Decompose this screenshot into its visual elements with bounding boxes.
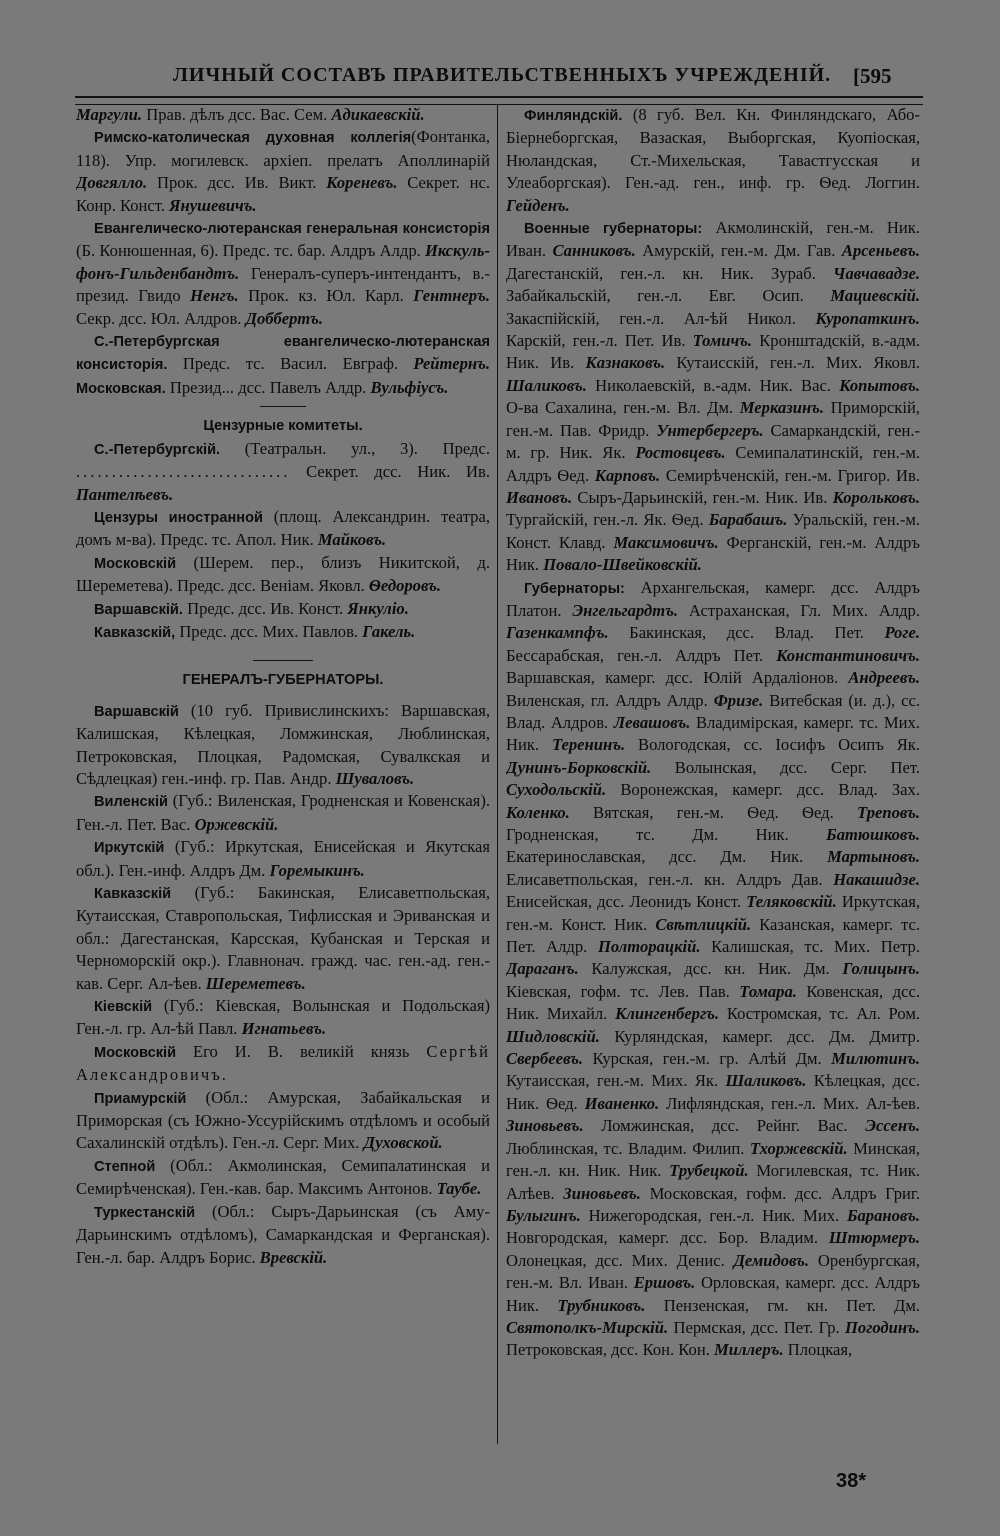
entry-moscow-gg: Московскій Его И. В. великій князь Сергѣй Александровичъ. [76,1041,490,1085]
entry-spb-censorship: С.-Петербургскій. (Театральн. ул., 3). Предс. .............................. Секрет. дсс. Ник. Ив. Пантелѣевъ. [76,438,490,504]
right-column [506,104,920,1449]
entry-military-governors: Военные губернаторы: Акмолинскій, ген.-м. Ник. Иван. Санниковъ. Амурскій, ген.-м. Дм. Гав. Арсеньевъ. Дагестанскій, ген.-л. кн. Ник. Зураб. Чавчавадзе. Забайкальскій, ген.-л. Евг. Осип. Мациевскій. Закаспійскій, ген.-л. Ал-ѣй Никол. Куропаткинъ. Карскій, ген.-л. Пет. Ив. Томичъ. Кронштадскій, в.-адм. Ник. Ив. Казнаковъ. Кутаисскій, ген.-л. Мих. Яковл. Шаликовъ. Николаевскій, в.-адм. Ник. Вас. Копытовъ. О-ва Сахалина, ген.-м. Вл. Дм. Мерказинъ. Приморскій, ген.-м. Пав. Фридр. Унтербергеръ. Самаркандскій, ген.-м. гр. Ник. Як. Ростовцевъ. Семипалатинскій, ген.-м. Алдръ Ѳед. Карповъ. Семирѣченскій, ген.-м. Григор. Ив. Ивановъ. Сыръ-Дарьинскій, ген.-м. Ник. Ив. Корольковъ. Тургайскій, ген.-л. Як. Ѳед. Барабашъ. Уральскій, ген.-м. Конст. Клавд. Максимовичъ. Ферганскій, ген.-м. Алдръ Ник. Повало-Швейковскій. [506,218,920,575]
entry-vilna-gg: Виленскій (Губ.: Виленская, Гродненская и Ковенская). Ген.-л. Пет. Вас. Оржевскій. [76,791,490,834]
entry-finland-gg: Финляндскій. (8 губ. Вел. Кн. Финляндскаго, Або-Біернеборгская, Вазаская, Выборгская, Куопіоская, Нюландская, Ст.-Михельская, Тавастгусская и Улеаборгская). Ген.-ад. ген., инф. гр. Ѳед. Логгин. Гейденъ. [506,105,920,215]
column-divider [497,104,498,1444]
entry-spb-lutheran-consistory: С.-Петербургская евангелическо-лютеранская консисторія. Предс. тс. Васил. Евграф. Рейтернъ. Московская. Презид... дсс. Павелъ Алдр. Вульфіусъ. [76,334,490,397]
entry-warsaw-gg: Варшавскій (10 губ. Привислинскихъ: Варшавская, Калишская, Кѣлецкая, Ломжинская, Люблинская, Петроковская, Плоцкая, Радомская, Сувалкская и Сѣдлецкая) ген.-инф. гр. Пав. Андр. Шуваловъ. [76,700,490,788]
section-heading-censorship: Цензурные комитеты. [203,418,363,435]
left-column [76,104,490,1449]
entry-irkutsk-gg: Иркутскій (Губ.: Иркутская, Енисейская и Якутская обл.). Ген.-инф. Алдръ Дм. Горемыкинъ. [76,837,490,880]
entry-governors: Губернаторы: Архангельская, камерг. дсс. Алдръ Платон. Энгельгардтъ. Астраханская, Гл. Мих. Алдр. Газенкампфъ. Бакинская, дсс. Влад. Пет. Роге. Бессарабская, ген.-л. Алдръ Пет. Константиновичъ. Варшавская, камерг. дсс. Юлій Ардаліонов. Андреевъ. Виленская, гл. Алдръ Алдр. Фризе. Витебская (и. д.), сс. Влад. Алдров. Левашовъ. Владимірская, камерг. тс. Мих. Ник. Теренинъ. Вологодская, сс. Іосифъ Осипъ Як. Дунинъ-Борковскій. Волынская, дсс. Серг. Пет. Суходольскій. Воронежская, камерг. дсс. Влад. Зах. Коленко. Вятская, ген.-м. Ѳед. Ѳед. Треповъ. Гродненская, тс. Дм. Ник. Батюшковъ. Екатеринославская, дсс. Дм. Ник. Мартыновъ. Елисаветпольская, ген.-л. кн. Алдръ Дав. Накашидзе. Енисейская, дсс. Леонидъ Конст. Теляковскій. Иркутская, ген.-м. Конст. Ник. Свѣтлицкій. Казанская, камерг. тс. Пет. Алдр. Полторацкій. Калишская, тс. Мих. Петр. Дараганъ. Калужская, дсс. кн. Ник. Дм. Голицынъ. Кіевская, гофм. тс. Лев. Пав. Томара. Ковенская, дсс. Ник. Михайл. Клингенбергъ. Костромская, тс. Ал. Ром. Шидловскій. Курляндская, камерг. дсс. Дм. Дмитр. Свербеевъ. Курская, ген.-м. гр. Алѣй Дм. Милютинъ. Кутаисская, ген.-м. Мих. Як. Шаликовъ. Кѣлецкая, дсс. Ник. Ѳед. Иваненко. Лифляндская, ген.-л. Мих. Ал-ѣев. Зиновьевъ. Ломжинская, дсс. Рейнг. Вас. Эссенъ. Люблинская, тс. Владим. Филип. Тхоржевскій. Минская, ген.-л. кн. Ник. Ник. Трубецкой. Могилевская, тс. Ник. Алѣев. Зиновьевъ. Московская, гофм. дсс. Алдръ Григ. Булыгинъ. Нижегородская, ген.-л. Ник. Мих. Барановъ. Новгородская, камерг. дсс. Бор. Владим. Штюрмеръ. Олонецкая, дсс. Мих. Денис. Демидовъ. Оренбургская, ген.-м. Вл. Иван. Ершовъ. Орловская, камерг. дсс. Алдръ Ник. Трубниковъ. Пензенская, гм. кн. Пет. Дм. Святополкъ-Мирскій. Пермская, дсс. Пет. Гр. Погодинъ. Петроковская, дсс. Кон. Кон. Миллеръ. Плоцкая, [506,577,920,1360]
page-number: [595 [853,64,892,88]
spacer [76,692,490,700]
page-header [75,64,925,98]
signature-mark: 38* [836,1470,867,1492]
section-heading-governors-general: ГЕНЕРАЛЪ-ГУБЕРНАТОРЫ. [182,672,384,689]
entry-lutheran-general-consistory: Евангелическо-лютеранская генеральная консисторія (Б. Конюшенная, 6). Предс. тс. бар. Алдръ Алдр. Икскуль-фонъ-Гильденбандтъ. Генералъ-суперъ-интендантъ, в.-презид. Гвидо Ненгъ. Прок. кз. Юл. Карл. Гентнеръ. Секр. дсс. Юл. Алдров. Доббертъ. [76,221,490,328]
entry-caucasus-censorship: Кавказскій, Предс. дсс. Мих. Павлов. Гакель. [94,621,416,641]
running-title: ЛИЧНЫЙ СОСТАВЪ ПРАВИТЕЛЬСТВЕННЫХЪ УЧРЕЖДЕНІЙ. [173,64,832,86]
section-divider [260,406,306,407]
entry-warsaw-censorship: Варшавскій. Предс. дсс. Ив. Конст. Янкуліо. [94,598,409,618]
section-divider [253,660,313,661]
entry-steppe-gg: Степной (Обл.: Акмолинская, Семипалатинская и Семирѣченская). Ген.-кав. бар. Максимъ Антонов. Таубе. [76,1155,490,1199]
entry-moscow-censorship: Московскій (Шерем. пер., близъ Никитской, д. Шереметева). Предс. дсс. Веніам. Яковл. Ѳедоровъ. [76,552,490,596]
entry-kiev-gg: Кіевскій (Губ.: Кіевская, Волынская и Подольская) Ген.-л. гр. Ал-ѣй Павл. Игнатьевъ. [76,996,490,1039]
entry-turkestan-gg: Туркестанскій (Обл.: Сыръ-Дарьинская (съ Аму-Дарьинскимъ отдѣломъ), Самаркандская и Ферганская). Ген.-л. бар. Алдръ Борис. Вревскій. [76,1201,490,1267]
entry-roman-catholic-college: Римско-католическая духовная коллегія(Фонтанка, 118). Упр. могилевск. архіеп. прелатъ Аполлинарій Довгялло. Прок. дсс. Ив. Викт. Кореневъ. Секрет. нс. Конр. Конст. Янушевичъ. [76,127,490,215]
entry-amur-gg: Приамурскій (Обл.: Амурская, Забайкальская и Приморская (съ Южно-Уссурійскимъ отдѣломъ и особый Сахалинскій отдѣлъ). Ген.-л. Серг. Мих. Духовской. [76,1087,490,1153]
entry-caucasus-gg: Кавказскій (Губ.: Бакинская, Елисаветпольская, Кутаисская, Ставропольская, Тифлисская и Эриванская и обл.: Дагестанская, Карсская, Кубанская и Терская и Черноморскій окр.). Главнонач. гражд. час. ген.-ад. ген.-кав. Серг. Ал-ѣев. Шереметевъ. [76,883,490,993]
entry-foreign-censorship: Цензуры иностранной (площ. Александрин. театра, домъ м-ва). Предс. тс. Апол. Ник. Майковъ. [76,506,490,550]
entry-continuation: Маргули. Прав. дѣлъ дсс. Вас. Сем. Адикаевскій. [76,105,425,124]
